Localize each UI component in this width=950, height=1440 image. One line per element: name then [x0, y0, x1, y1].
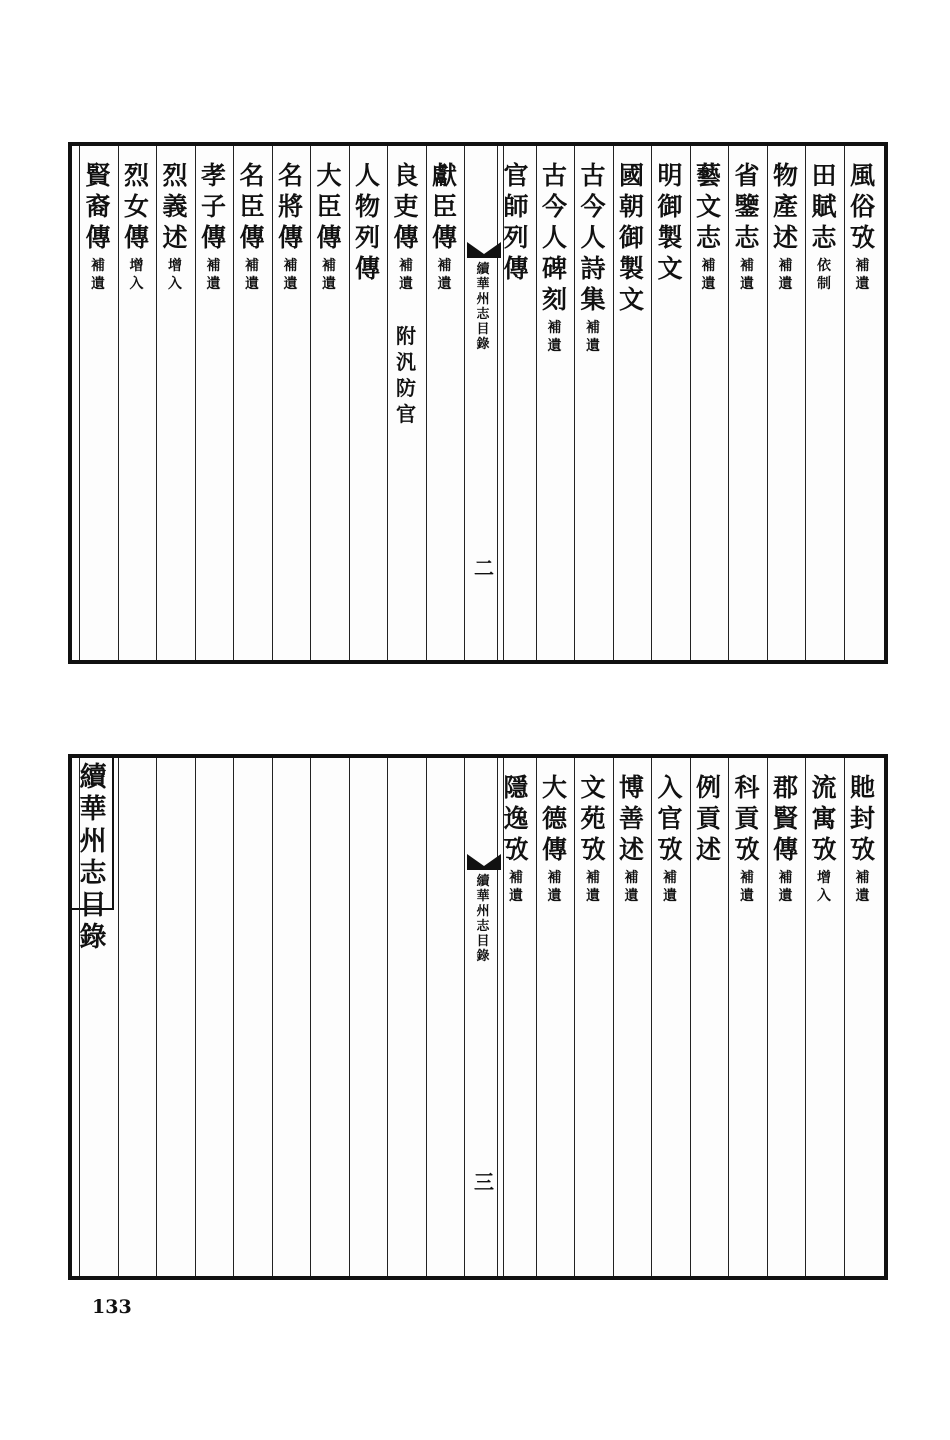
toc-entry [310, 160, 348, 293]
toc-entry-title: 流 寓 攷 [811, 773, 837, 864]
toc-entry-title: 風 俗 攷 [849, 161, 875, 252]
toc-entry [233, 160, 271, 293]
toc-entry [690, 772, 728, 865]
toc-entry [767, 160, 805, 293]
toc-entry-title: 名 臣 傳 [239, 161, 265, 252]
column-rule [156, 758, 157, 1276]
center-fold-band [464, 758, 504, 1276]
center-fold-label: 續 華 州 志 目 錄 [476, 874, 490, 964]
toc-entry-note: 補 遺 [547, 870, 562, 904]
toc-entry-title: 省 鑒 志 [734, 161, 760, 252]
toc-entry-note: 補 遺 [624, 870, 639, 904]
toc-entry [651, 160, 689, 284]
toc-entry-note: 增 入 [817, 870, 831, 904]
toc-entry [349, 160, 387, 284]
toc-entry [613, 772, 651, 905]
toc-entry [574, 160, 612, 355]
toc-entry-title: 人 物 列 傳 [354, 161, 380, 283]
toc-entry-title: 物 產 述 [772, 161, 798, 252]
toc-entry-title: 國 朝 御 製 文 [618, 161, 644, 314]
column-rule [310, 758, 311, 1276]
toc-entry-note: 補 遺 [855, 870, 870, 904]
column-rule [79, 758, 80, 1276]
toc-entry-note: 補 遺 [778, 870, 793, 904]
toc-entry-note: 補 遺 [206, 258, 221, 292]
toc-entry-appendix: 附 汎 防 官 [396, 324, 416, 426]
column-rule [426, 758, 427, 1276]
toc-entry-title: 文 苑 攷 [580, 773, 606, 864]
toc-entry-note: 補 遺 [437, 258, 452, 292]
toc-entry [536, 160, 574, 355]
toc-entry-note: 補 遺 [547, 320, 562, 354]
toc-entry-title: 烈 女 傳 [123, 161, 149, 252]
toc-entry-note: 補 遺 [740, 258, 754, 292]
toc-entry-title: 古 今 人 詩 集 [580, 161, 606, 314]
toc-entry [690, 160, 728, 293]
toc-entry-title: 田 賦 志 [811, 161, 837, 252]
column-rule [118, 758, 119, 1276]
toc-entry-note: 補 遺 [283, 258, 298, 292]
column-rule [349, 758, 350, 1276]
toc-entry-note: 補 遺 [399, 258, 413, 292]
toc-entry [536, 772, 574, 905]
fishtail-mark-icon [467, 854, 501, 870]
book-title: 續 華 州 志 目 錄 [79, 762, 107, 953]
toc-entry-title: 科 貢 攷 [734, 773, 760, 864]
toc-entry-note: 補 遺 [245, 258, 259, 292]
toc-entry-note: 增 入 [168, 258, 182, 292]
toc-entry [272, 160, 310, 293]
toc-entry-title: 入 官 攷 [657, 773, 683, 864]
column-rule [233, 758, 234, 1276]
toc-entry [728, 772, 766, 905]
toc-entry-title: 博 善 述 [618, 773, 644, 864]
toc-entry [844, 160, 882, 293]
toc-entry-note: 補 遺 [322, 258, 336, 292]
column-rule [195, 758, 196, 1276]
toc-entry-note: 依 制 [817, 258, 831, 292]
toc-entry [156, 160, 194, 293]
bottom-page-panel [68, 754, 888, 1280]
toc-entry-title: 隱 逸 攷 [503, 773, 529, 864]
top-page-panel [68, 142, 888, 664]
leaf-number: 三 [474, 1170, 494, 1194]
toc-entry [728, 160, 766, 293]
toc-entry [79, 160, 117, 293]
toc-entry-title: 名 將 傳 [277, 161, 303, 252]
toc-entry-title: 貤 封 攷 [849, 773, 875, 864]
toc-entry-title: 大 臣 傳 [316, 161, 342, 252]
toc-entry-title: 藝 文 志 [695, 161, 721, 252]
toc-entry-title: 明 御 製 文 [657, 161, 683, 283]
toc-entry-note: 補 遺 [91, 258, 105, 292]
toc-entry [613, 160, 651, 315]
center-fold-band [464, 146, 504, 660]
toc-entry-note: 補 遺 [663, 870, 677, 904]
toc-entry [195, 160, 233, 293]
fishtail-mark-icon [467, 242, 501, 258]
page-number: 133 [92, 1296, 132, 1318]
toc-entry-note: 補 遺 [740, 870, 754, 904]
toc-entry-title: 古 今 人 碑 刻 [541, 161, 567, 314]
toc-entry [651, 772, 689, 905]
toc-entry-title: 例 貢 述 [695, 773, 721, 864]
toc-entry [805, 772, 843, 905]
toc-entry-note: 補 遺 [586, 320, 600, 354]
toc-entry-note: 補 遺 [778, 258, 793, 292]
leaf-number: 二 [474, 556, 494, 580]
toc-entry-title: 官 師 列 傳 [503, 161, 529, 283]
toc-entry-note: 補 遺 [509, 870, 523, 904]
toc-entry [805, 160, 843, 293]
toc-entry-title: 大 德 傳 [541, 773, 567, 864]
toc-entry-note: 補 遺 [586, 870, 600, 904]
toc-entry [426, 160, 464, 293]
toc-entry [387, 160, 425, 427]
toc-entry [118, 160, 156, 293]
center-fold-label: 續 華 州 志 目 錄 [476, 262, 490, 352]
toc-entry [844, 772, 882, 905]
toc-entry-title: 獻 臣 傳 [431, 161, 457, 252]
toc-entry [767, 772, 805, 905]
column-rule [272, 758, 273, 1276]
toc-entry-title: 孝 子 傳 [200, 161, 226, 252]
toc-entry-title: 良 吏 傳 [393, 161, 419, 252]
toc-entry [574, 772, 612, 905]
toc-entry-note: 補 遺 [855, 258, 870, 292]
toc-entry-note: 增 入 [129, 258, 144, 292]
toc-entry-title: 郡 賢 傳 [772, 773, 798, 864]
column-rule [387, 758, 388, 1276]
toc-entry-note: 補 遺 [701, 258, 716, 292]
toc-entry-title: 賢 裔 傳 [85, 161, 111, 252]
toc-entry-title: 烈 義 述 [162, 161, 188, 252]
